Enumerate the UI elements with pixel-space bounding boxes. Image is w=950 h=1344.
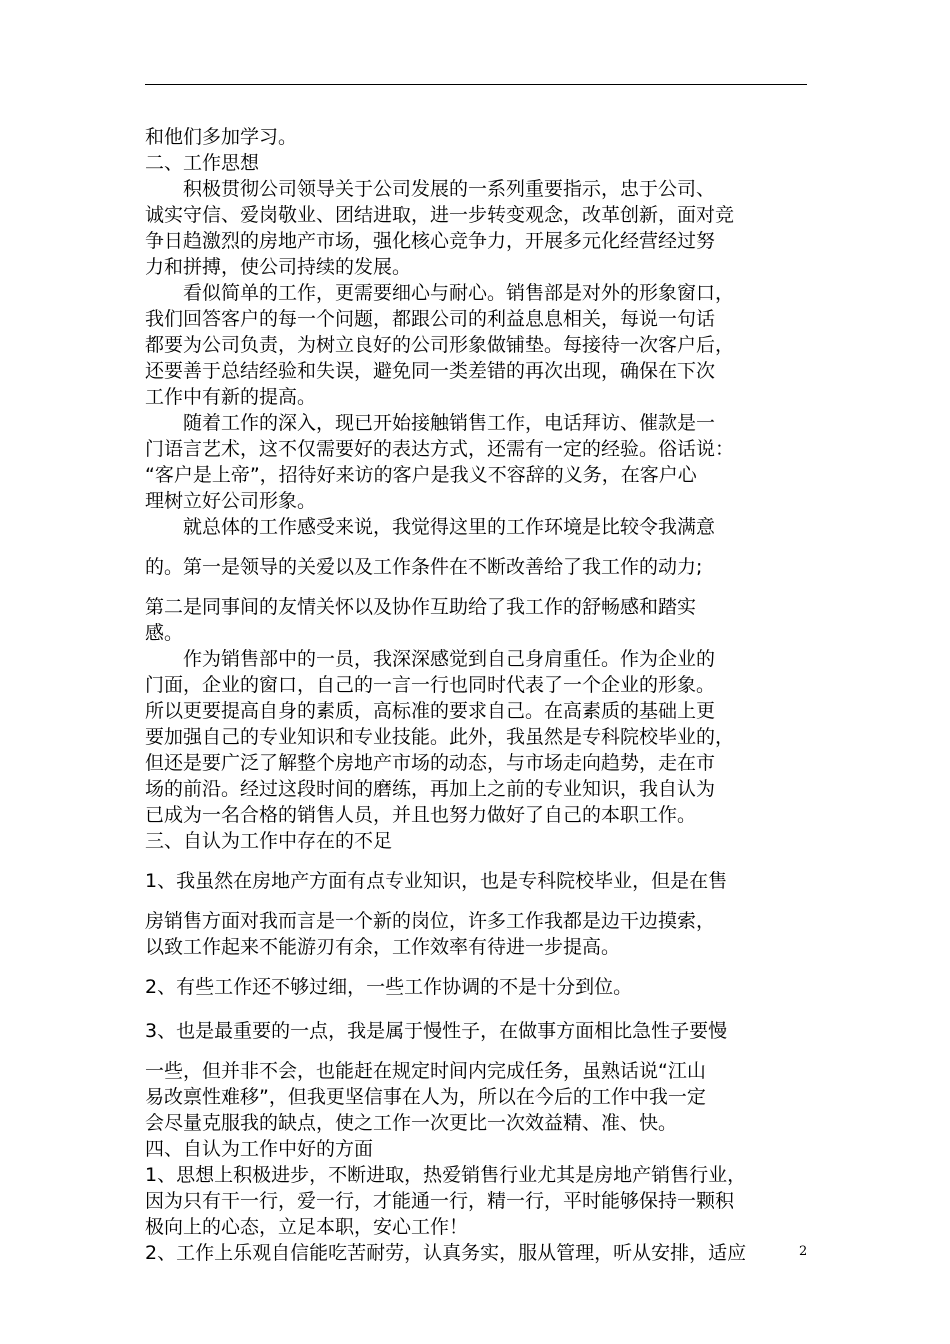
document-body: [145, 124, 825, 1266]
body-line: 房销售方面对我而言是一个新的岗位，许多工作我都是边干边摸索，: [145, 910, 716, 932]
list-item: 2、有些工作还不够过细，一些工作协调的不是十分到位。: [145, 976, 633, 998]
body-line: 我们回答客户的每一个问题，都跟公司的利益息息相关，每说一句话: [145, 308, 716, 330]
section-heading: 三、自认为工作中存在的不足: [145, 830, 393, 852]
body-line: 第二是同事间的友情关怀以及协作互助给了我工作的舒畅感和踏实: [145, 596, 697, 618]
body-line: 诚实守信、爱岗敬业、团结进取，进一步转变观念，改革创新，面对竞: [145, 204, 735, 226]
body-line: 看似简单的工作，更需要细心与耐心。销售部是对外的形象窗口，: [183, 282, 735, 304]
body-line: 争日趋激烈的房地产市场，强化核心竞争力，开展多元化经营经过努: [145, 230, 716, 252]
list-item: 3、也是最重要的一点，我是属于慢性子，在做事方面相比急性子要慢: [145, 1020, 728, 1042]
body-line: 会尽量克服我的缺点，使之工作一次更比一次效益精、准、快。: [145, 1112, 678, 1134]
body-line: 作为销售部中的一员，我深深感觉到自己身肩重任。作为企业的: [183, 648, 716, 670]
body-line: 还要善于总结经验和失误，避免同一类差错的再次出现，确保在下次: [145, 360, 716, 382]
body-line: 但还是要广泛了解整个房地产市场的动态，与市场走向趋势，走在市: [145, 752, 716, 774]
body-line: 感。: [145, 622, 184, 644]
body-line: 易改禀性难移”，但我更坚信事在人为，所以在今后的工作中我一定: [145, 1086, 706, 1108]
body-line: 因为只有干一行，爱一行，才能通一行，精一行，平时能够保持一颗积: [145, 1190, 735, 1212]
section-heading: 四、自认为工作中好的方面: [145, 1138, 374, 1160]
body-line: 工作中有新的提高。: [145, 386, 317, 408]
body-line: 极向上的心态，立足本职，安心工作！: [145, 1216, 469, 1238]
body-line: 门面，企业的窗口，自己的一言一行也同时代表了一个企业的形象。: [145, 674, 716, 696]
body-line: 已成为一名合格的销售人员，并且也努力做好了自己的本职工作。: [145, 804, 697, 826]
body-line: 随着工作的深入，现已开始接触销售工作，电话拜访、催款是一: [183, 412, 716, 434]
body-line: 力和拼搏，使公司持续的发展。: [145, 256, 412, 278]
body-line: 所以更要提高自身的素质，高标准的要求自己。在高素质的基础上更: [145, 700, 716, 722]
body-line: 门语言艺术，这不仅需要好的表达方式，还需有一定的经验。俗话说：: [145, 438, 735, 460]
body-line: 要加强自己的专业知识和专业技能。此外，我虽然是专科院校毕业的，: [145, 726, 735, 748]
list-item: 2、工作上乐观自信能吃苦耐劳，认真务实，服从管理，听从安排，适应: [145, 1242, 747, 1264]
body-line: 理树立好公司形象。: [145, 490, 317, 512]
list-item: 1、我虽然在房地产方面有点专业知识，也是专科院校毕业，但是在售: [145, 870, 728, 892]
list-item: 1、思想上积极进步，不断进取，热爱销售行业尤其是房地产销售行业，: [145, 1164, 747, 1186]
body-line: 一些，但并非不会，也能赶在规定时间内完成任务，虽熟话说“江山: [145, 1060, 706, 1082]
section-heading: 二、工作思想: [145, 152, 260, 174]
body-line: 场的前沿。经过这段时间的磨练，再加上之前的专业知识，我自认为: [145, 778, 716, 800]
page-number: 2: [799, 1244, 808, 1259]
body-line: “客户是上帝”，招待好来访的客户是我义不容辞的义务，在客户心: [145, 464, 697, 486]
header-rule: [145, 84, 807, 85]
body-line: 和他们多加学习。: [145, 126, 298, 148]
body-line: 以致工作起来不能游刃有余，工作效率有待进一步提高。: [145, 936, 621, 958]
body-line: 积极贯彻公司领导关于公司发展的一系列重要指示，忠于公司、: [183, 178, 716, 200]
body-line: 都要为公司负责，为树立良好的公司形象做铺垫。每接待一次客户后，: [145, 334, 735, 356]
body-line: 的。第一是领导的关爱以及工作条件在不断改善给了我工作的动力;: [145, 556, 703, 578]
body-line: 就总体的工作感受来说，我觉得这里的工作环境是比较令我满意: [183, 516, 716, 538]
